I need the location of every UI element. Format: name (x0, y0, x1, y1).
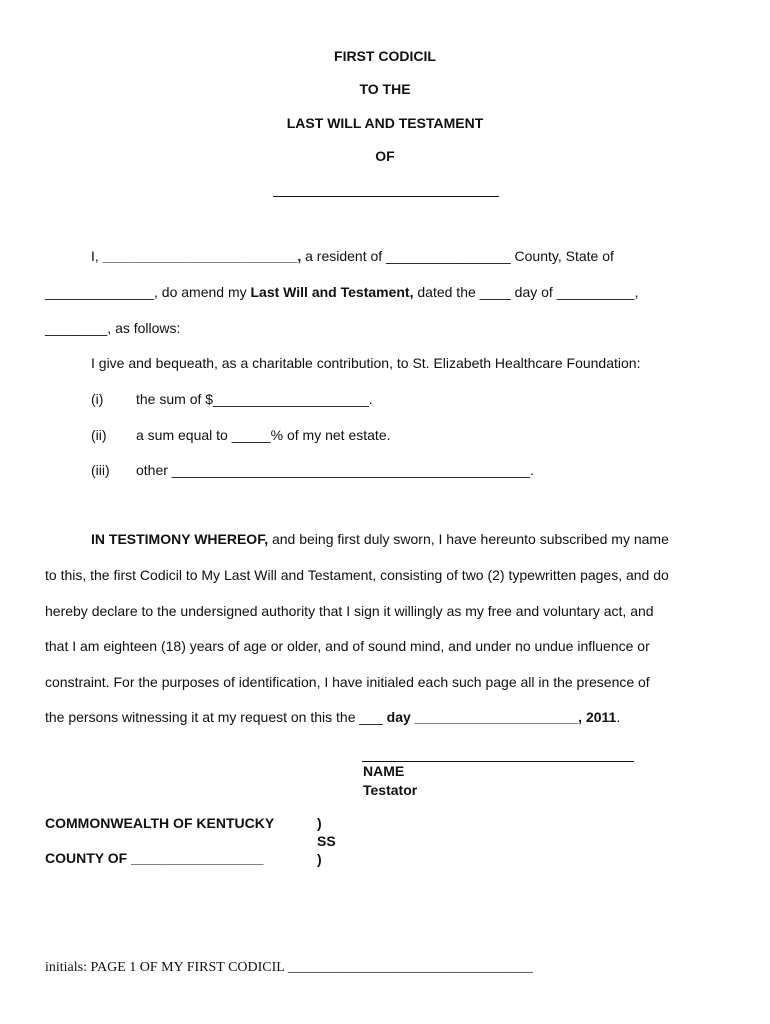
venue-ss: SS (317, 833, 336, 849)
title-line-1: FIRST CODICIL (334, 48, 436, 64)
testimony-line-1-rest: and being first duly sworn, I have hereunto subscribed my name (268, 531, 669, 547)
venue-state: COMMONWEALTH OF KENTUCKY (45, 815, 275, 831)
signature-role-label: Testator (363, 782, 418, 798)
intro-will-title: Last Will and Testament, (250, 284, 414, 300)
venue-paren-open: ) (317, 815, 322, 831)
intro-line-1 (91, 248, 614, 264)
intro-line-1-b: a resident of ________________ County, State of (301, 248, 614, 264)
testimony-line-1 (91, 531, 669, 547)
bequest-item-1-num: (i) (91, 391, 104, 407)
intro-line-2 (45, 284, 638, 300)
signature-line (362, 761, 634, 762)
bequest-item-3-text: other ______________________________________________. (136, 462, 534, 478)
intro-name-blank: _________________________, (102, 248, 302, 264)
testimony-date: day _____________________, 2011 (386, 709, 617, 725)
bequest-item-2-num: (ii) (91, 427, 107, 443)
bequest-item-1-text: the sum of $____________________. (136, 391, 373, 407)
venue-county: COUNTY OF _________________ (45, 850, 264, 866)
signature-name-label: NAME (363, 763, 405, 779)
intro-line-3: ________, as follows: (45, 320, 181, 336)
intro-line-2-a: ______________, do amend my (45, 284, 251, 300)
venue-paren-close: ) (317, 851, 322, 867)
testator-name-line (273, 196, 499, 197)
bequest-item-3-num: (iii) (91, 462, 110, 478)
testimony-line-6-end: . (616, 709, 621, 725)
testimony-lead: IN TESTIMONY WHEREOF, (91, 531, 269, 547)
title-line-3: LAST WILL AND TESTAMENT (286, 115, 484, 131)
title-line-4: OF (375, 148, 395, 164)
testimony-line-4: that I am eighteen (18) years of age or older, and of sound mind, and under no undue influence or (45, 638, 650, 654)
testimony-line-5: constraint. For the purposes of identification, I have initialed each such page all in the presence of (45, 674, 650, 690)
testimony-line-6 (45, 709, 620, 725)
intro-line-2-b: dated the ____ day of __________, (413, 284, 639, 300)
testimony-line-3: hereby declare to the undersigned authority that I sign it willingly as my free and voluntary act, and (45, 603, 654, 619)
intro-line-1-a: I, (91, 248, 103, 264)
testimony-line-6-a: the persons witnessing it at my request on this the ___ (45, 709, 387, 725)
bequest-lead: I give and bequeath, as a charitable contribution, to St. Elizabeth Healthcare Foundation: (91, 355, 641, 371)
bequest-item-2-text: a sum equal to _____% of my net estate. (136, 427, 391, 443)
title-line-2: TO THE (359, 81, 411, 97)
footer-initials: initials: PAGE 1 OF MY FIRST CODICIL ___________________________________ (45, 960, 533, 975)
testimony-line-2: to this, the first Codicil to My Last Will and Testament, consisting of two (2) typewritten pages, and do (45, 567, 669, 583)
